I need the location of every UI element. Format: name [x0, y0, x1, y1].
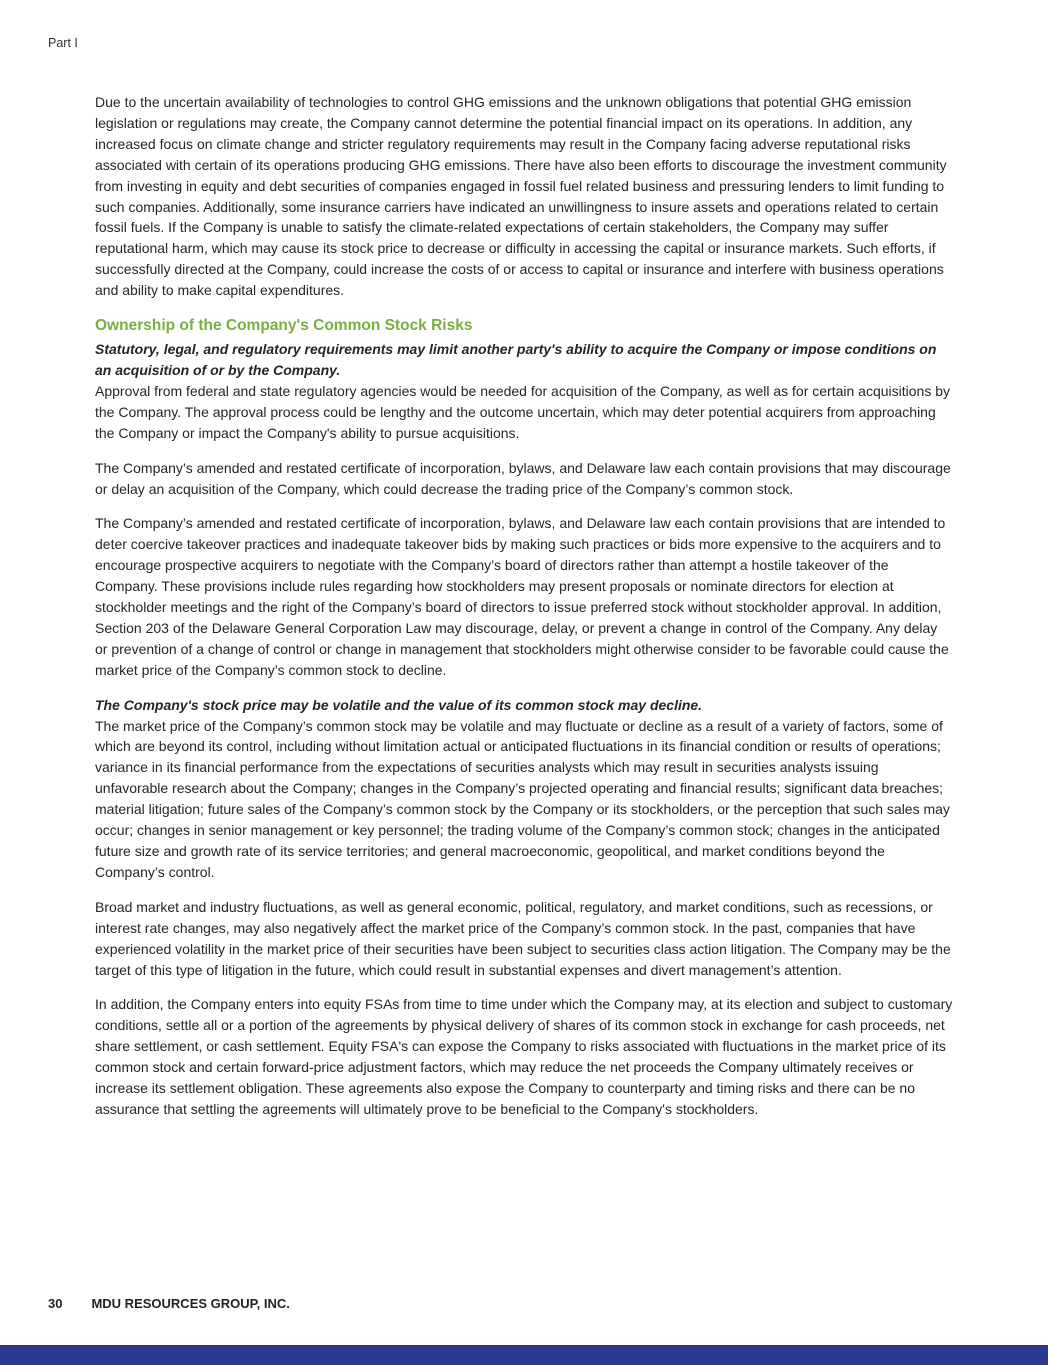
page-footer: [48, 1296, 290, 1311]
page-number: 30: [48, 1296, 63, 1311]
part-label: Part I: [48, 36, 78, 50]
footer-accent-bar: [0, 1345, 1048, 1365]
document-body: [95, 92, 953, 1134]
paragraph: In addition, the Company enters into equity FSAs from time to time under which the Company may, at its election and subject to customary conditions, settle all or a portion of the agreements by physical delivery of shares of its common stock in exchange for cash proceeds, net share settlement, or cash settlement. Equity FSA's can expose the Company to risks associated with fluctuations in the market price of its common stock and certain forward-price adjustment factors, which may reduce the net proceeds the Company ultimately receives or increase its settlement obligation. These agreements also expose the Company to counterparty and timing risks and there can be no assurance that settling the agreements will ultimately prove to be beneficial to the Company's stockholders.: [95, 996, 953, 1117]
paragraph: Broad market and industry fluctuations, as well as general economic, political, regulatory, and market conditions, such as recessions, or interest rate changes, may also negatively affect the market price of the Company’s common stock. In the past, companies that have experienced volatility in the market price of their securities have been subject to securities class action litigation. The Company may be the target of this type of litigation in the future, which could result in substantial expenses and divert management’s attention.: [95, 898, 951, 978]
paragraph: Approval from federal and state regulatory agencies would be needed for acquisition of the Company, as well as for certain acquisitions by the Company. The approval process could be lengthy and the outcome uncertain, which may deter potential acquirers from approaching the Company or impact the Company's ability to pursue acquisitions.: [95, 382, 950, 441]
paragraph: The market price of the Company’s common stock may be volatile and may fluctuate or decline as a result of a variety of factors, some of which are beyond its control, including without limitation actual or anticipated fluctuations in its financial condition or results of operations; variance in its financial performance from the expectations of securities analysts which may result in securities analysts issuing unfavorable research about the Company; changes in the Company’s projected operating and financial results; significant data breaches; material litigation; future sales of the Company’s common stock by the Company or its stockholders, or the perception that such sales may occur; changes in senior management or key personnel; the trading volume of the Company’s common stock; changes in the anticipated future size and growth rate of its service territories; and general macroeconomic, geopolitical, and market conditions beyond the Company’s control.: [95, 717, 950, 880]
company-name: MDU RESOURCES GROUP, INC.: [91, 1296, 290, 1311]
paragraph: Due to the uncertain availability of technologies to control GHG emissions and the unknown obligations that potential GHG emission legislation or regulations may create, the Company cannot determine the potential financial impact on its operations. In addition, any increased focus on climate change and stricter regulatory requirements may result in the Company facing adverse reputational risks associated with certain of its operations producing GHG emissions. There have also been efforts to discourage the investment community from investing in equity and debt securities of companies engaged in fossil fuel related business and pressuring lenders to limit funding to such companies. Additionally, some insurance carriers have indicated an unwillingness to insure assets and operations related to certain fossil fuels. If the Company is unable to satisfy the climate-related expectations of certain stakeholders, the Company may suffer reputational harm, which may cause its stock price to decrease or difficulty in accessing the capital or insurance markets. Such efforts, if successfully directed at the Company, could increase the costs of or access to capital or insurance and interfere with business operations and ability to make capital expenditures.: [95, 94, 947, 299]
risk-factor-subheading: Statutory, legal, and regulatory requirements may limit another party's ability to acquire the Company or impose conditions on an acquisition of or by the Company.: [95, 341, 937, 378]
paragraph: The Company’s amended and restated certificate of incorporation, bylaws, and Delaware law each contain provisions that are intended to deter coercive takeover practices and inadequate takeover bids by making such practices or bids more expensive to the acquirers and to encourage prospective acquirers to negotiate with the Company’s board of directors rather than attempt a hostile takeover of the Company. These provisions include rules regarding how stockholders may present proposals or nominate directors for election at stockholder meetings and the right of the Company’s board of directors to issue preferred stock without stockholder approval. In addition, Section 203 of the Delaware General Corporation Law may discourage, delay, or prevent a change in control of the Company. Any delay or prevention of a change of control or change in management that stockholders might otherwise consider to be favorable could cause the market price of the Company’s common stock to decline.: [95, 515, 949, 678]
risk-factor-subheading: The Company's stock price may be volatile and the value of its common stock may decline.: [95, 696, 703, 713]
section-heading: Ownership of the Company's Common Stock Risks: [95, 317, 473, 335]
paragraph: The Company’s amended and restated certificate of incorporation, bylaws, and Delaware law each contain provisions that may discourage or delay an acquisition of the Company, which could decrease the trading price of the Company’s common stock.: [95, 459, 951, 497]
